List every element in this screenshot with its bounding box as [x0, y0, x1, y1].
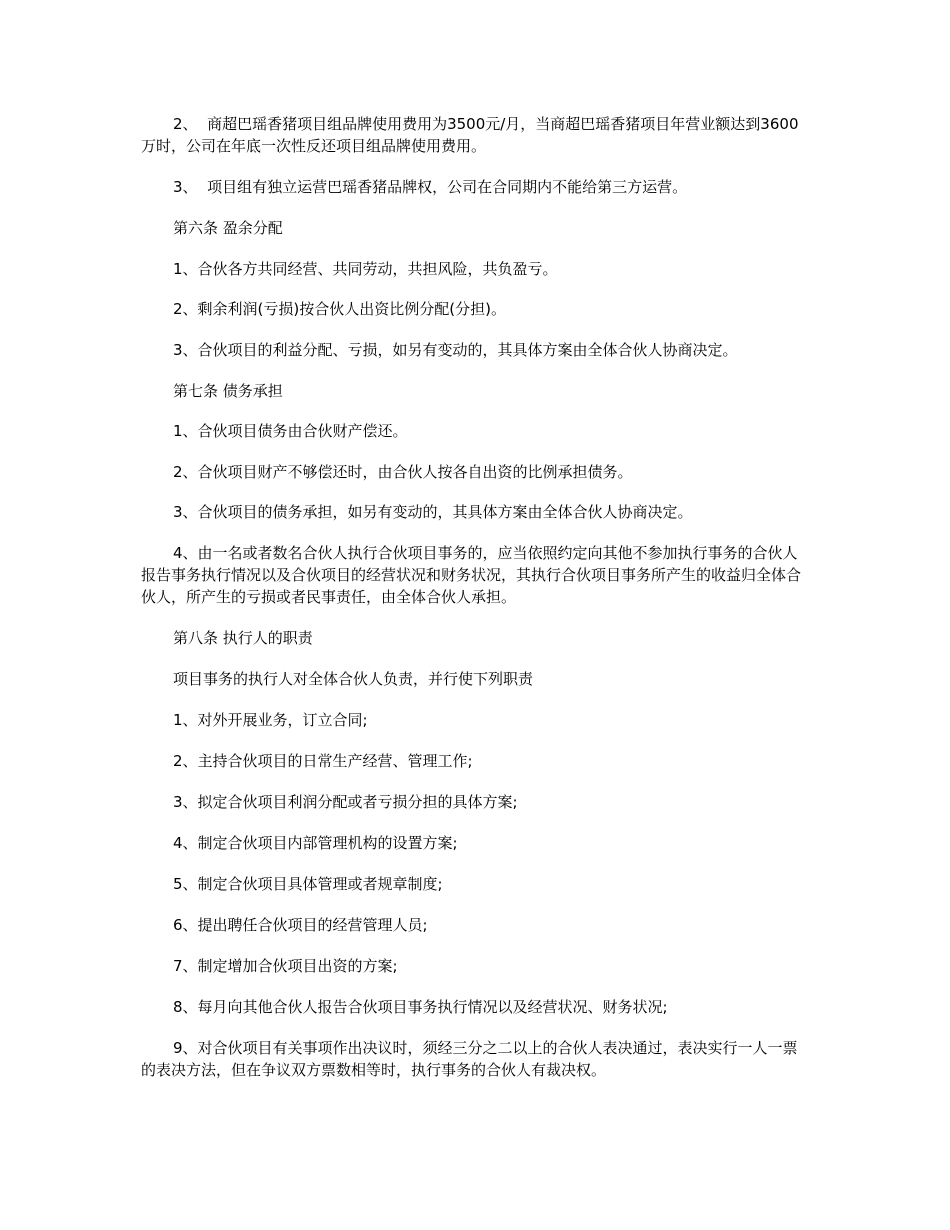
paragraph-8-4: 4、制定合伙项目内部管理机构的设置方案; — [173, 834, 458, 852]
paragraph-6-2: 2、剩余利润(亏损)按合伙人出资比例分配(分担)。 — [173, 300, 506, 318]
paragraph-6-3: 3、合伙项目的利益分配、亏损，如另有变动的，其具体方案由全体合伙人协商决定。 — [173, 341, 738, 359]
paragraph-8-intro: 项目事务的执行人对全体合伙人负责，并行使下列职责 — [173, 670, 534, 688]
paragraph-6-1: 1、合伙各方共同经营、共同劳动，共担风险，共负盈亏。 — [173, 260, 558, 278]
heading-article-8: 第八条 执行人的职责 — [173, 629, 313, 647]
paragraph-8-2: 2、主持合伙项目的日常生产经营、管理工作; — [173, 752, 473, 770]
paragraph-brand-rights: 3、 项目组有独立运营巴瑶香猪品牌权，公司在合同期内不能给第三方运营。 — [173, 178, 688, 196]
heading-article-7: 第七条 债务承担 — [173, 382, 283, 400]
heading-article-6: 第六条 盈余分配 — [173, 219, 283, 237]
paragraph-7-4: 4、由一名或者数名合伙人执行合伙项目事务的，应当依照约定向其他不参加执行事务的合伙人报告事务执行情况以及合伙项目的经营状况和财务状况，其执行合伙项目事务所产生的收益归全体合伙人，所产生的亏损或者民事责任，由全体合伙人承担。 — [141, 544, 802, 606]
paragraph-8-6: 6、提出聘任合伙项目的经营管理人员; — [173, 916, 428, 934]
paragraph-8-8: 8、每月向其他合伙人报告合伙项目事务执行情况以及经营状况、财务状况; — [173, 998, 668, 1016]
paragraph-brand-fee: 2、 商超巴瑶香猪项目组品牌使用费用为3500元/月，当商超巴瑶香猪项目年营业额达到3600万时，公司在年底一次性反还项目组品牌使用费用。 — [141, 115, 799, 155]
paragraph-8-3: 3、拟定合伙项目利润分配或者亏损分担的具体方案; — [173, 793, 518, 811]
paragraph-7-1: 1、合伙项目债务由合伙财产偿还。 — [173, 422, 408, 440]
paragraph-8-5: 5、制定合伙项目具体管理或者规章制度; — [173, 875, 443, 893]
paragraph-8-7: 7、制定增加合伙项目出资的方案; — [173, 957, 398, 975]
paragraph-8-1: 1、对外开展业务，订立合同; — [173, 711, 368, 729]
paragraph-7-2: 2、合伙项目财产不够偿还时，由合伙人按各自出资的比例承担债务。 — [173, 463, 633, 481]
paragraph-7-3: 3、合伙项目的债务承担，如另有变动的，其具体方案由全体合伙人协商决定。 — [173, 503, 693, 521]
paragraph-8-9: 9、对合伙项目有关事项作出决议时，须经三分之二以上的合伙人表决通过，表决实行一人一票的表决方法，但在争议双方票数相等时，执行事务的合伙人有裁决权。 — [141, 1039, 798, 1079]
